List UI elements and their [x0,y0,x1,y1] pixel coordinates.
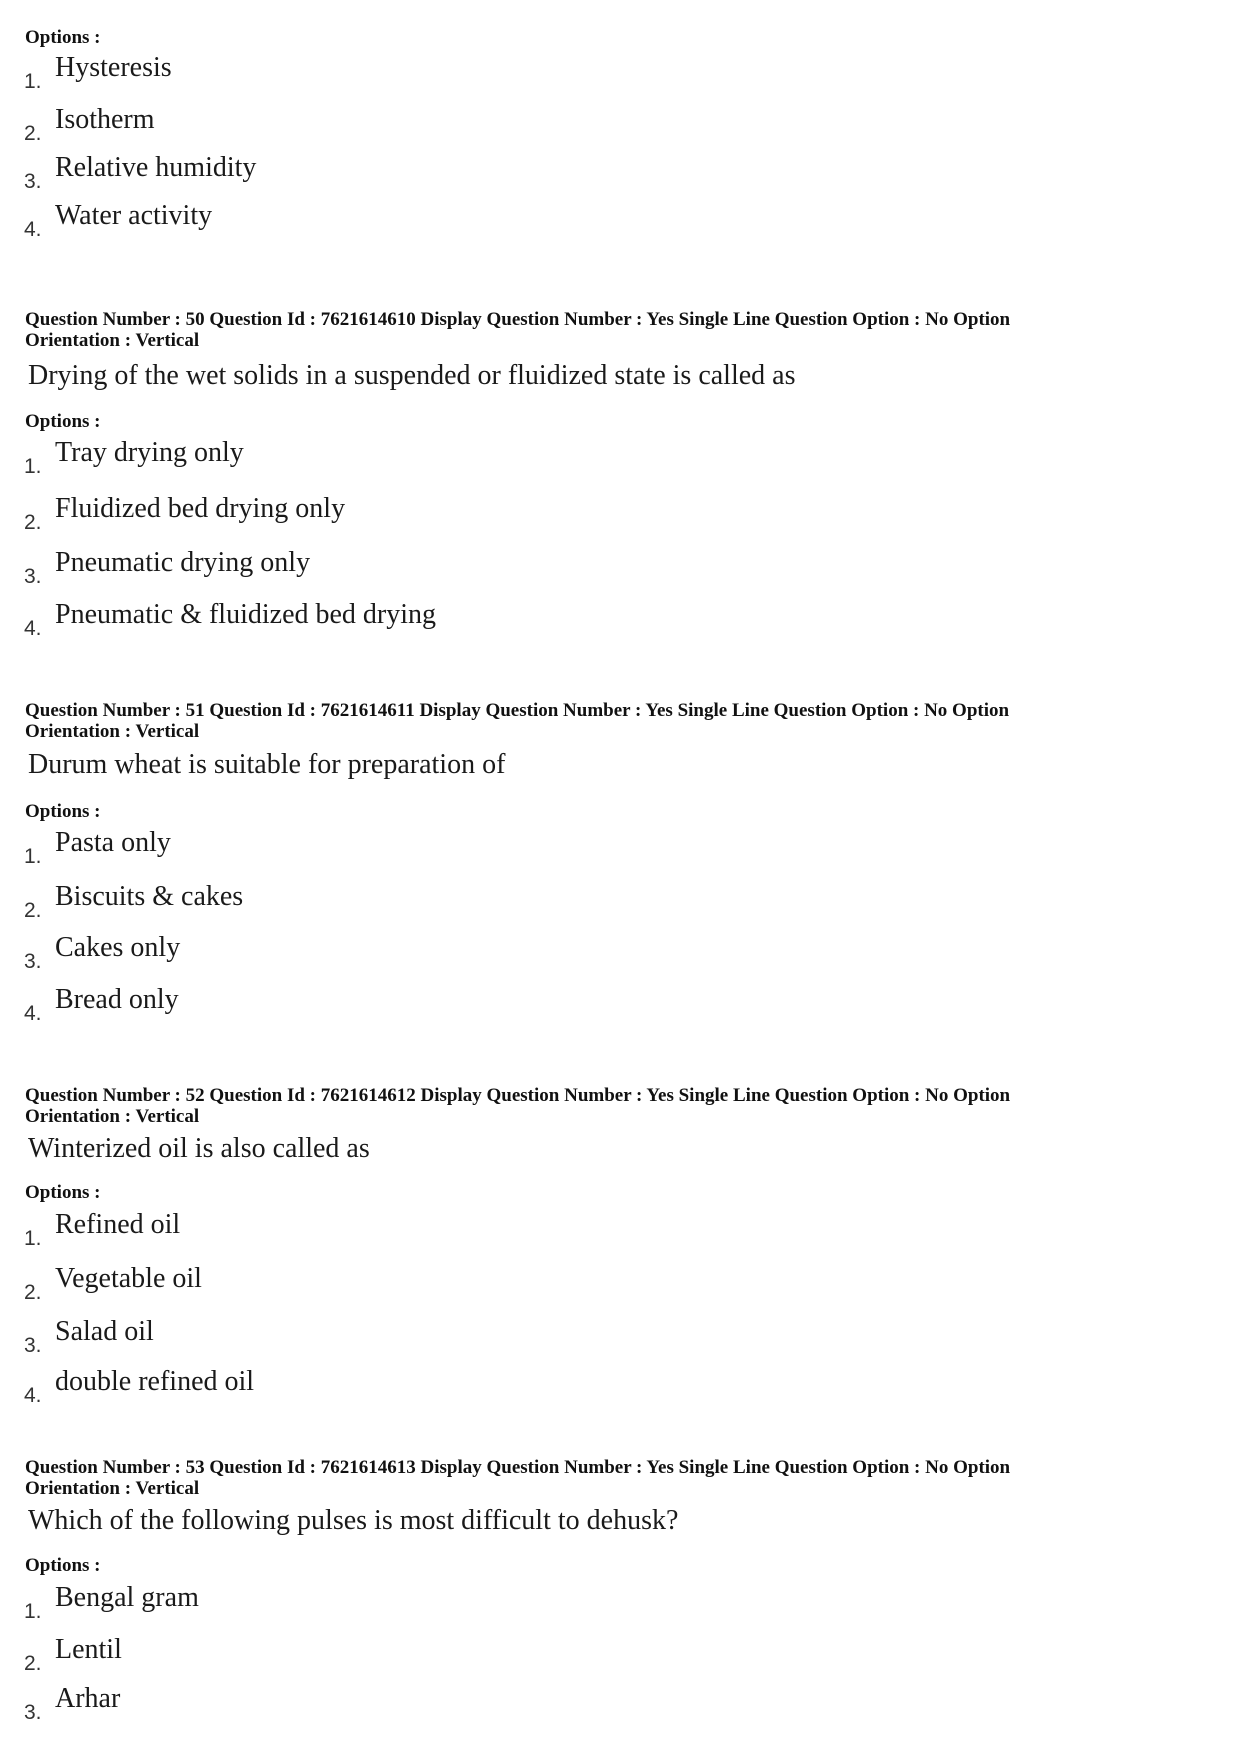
option-number: 4. [24,1002,42,1025]
option-number: 4. [24,218,42,241]
question-meta-line: Orientation : Vertical [25,721,200,742]
option-number: 2. [24,899,42,922]
options-label: Options : [25,801,101,822]
option-text: Bengal gram [55,1582,199,1613]
option-number: 1. [24,455,42,478]
question-meta-line: Question Number : 50 Question Id : 7621614610 Display Question Number : Yes Single Line Question Option : No Option [25,309,1011,330]
question-meta-line: Orientation : Vertical [25,1106,200,1127]
option-number: 4. [24,1384,42,1407]
option-text: Pneumatic & fluidized bed drying [55,599,437,630]
option-text: Pasta only [55,827,171,858]
option-number: 3. [24,1334,42,1357]
question-meta [25,700,1205,742]
option-text: Arhar [55,1683,121,1714]
option-number: 3. [24,170,42,193]
question-meta [25,1085,1205,1127]
question-meta-line: Question Number : 51 Question Id : 7621614611 Display Question Number : Yes Single Line Question Option : No Option [25,700,1010,721]
question-meta [25,1457,1205,1499]
option-text: Biscuits & cakes [55,881,244,912]
options-label: Options : [25,411,101,432]
question-meta-line: Orientation : Vertical [25,1478,200,1499]
options-label: Options : [25,1182,101,1203]
question-meta-line: Question Number : 52 Question Id : 7621614612 Display Question Number : Yes Single Line Question Option : No Option [25,1085,1011,1106]
option-text: double refined oil [55,1366,255,1397]
option-text: Salad oil [55,1316,154,1347]
option-text: Water activity [55,200,213,231]
option-number: 2. [24,122,42,145]
option-text: Hysteresis [55,52,172,83]
option-number: 4. [24,617,42,640]
option-text: Tray drying only [55,437,244,468]
option-text: Refined oil [55,1209,181,1240]
option-number: 1. [24,845,42,868]
option-text: Cakes only [55,932,181,963]
option-text: Pneumatic drying only [55,547,311,578]
option-text: Fluidized bed drying only [55,493,346,524]
option-number: 2. [24,1652,42,1675]
question-text: Durum wheat is suitable for preparation of [28,749,506,780]
option-text: Vegetable oil [55,1263,202,1294]
question-text: Which of the following pulses is most difficult to dehusk? [28,1505,679,1536]
option-number: 2. [24,511,42,534]
option-number: 3. [24,1701,42,1724]
question-meta-line: Orientation : Vertical [25,330,200,351]
question-text: Winterized oil is also called as [28,1133,370,1164]
option-number: 1. [24,1600,42,1623]
question-meta [25,309,1205,351]
question-text: Drying of the wet solids in a suspended or fluidized state is called as [28,360,796,391]
option-text: Bread only [55,984,179,1015]
question-meta-line: Question Number : 53 Question Id : 7621614613 Display Question Number : Yes Single Line Question Option : No Option [25,1457,1011,1478]
option-text: Isotherm [55,104,155,135]
option-text: Lentil [55,1634,122,1665]
option-number: 1. [24,1227,42,1250]
option-number: 3. [24,950,42,973]
option-number: 3. [24,565,42,588]
option-number: 1. [24,70,42,93]
option-text: Relative humidity [55,152,257,183]
options-label: Options : [25,27,101,48]
options-label: Options : [25,1555,101,1576]
option-number: 2. [24,1281,42,1304]
